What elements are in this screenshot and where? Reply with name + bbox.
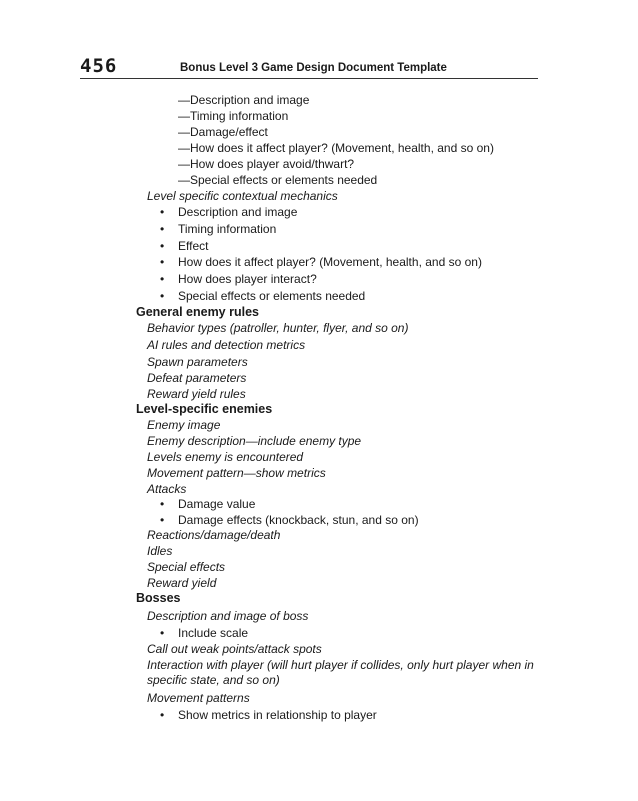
bullet-item: • How does player interact? — [178, 272, 317, 287]
outline-item: Behavior types (patroller, hunter, flyer, and so on) — [147, 321, 409, 335]
running-head: Bonus Level 3 Game Design Document Template — [180, 62, 447, 74]
bullet-item: • Damage value — [178, 497, 255, 512]
bullet-item: • Description and image — [178, 205, 297, 220]
outline-item: Reward yield rules — [147, 387, 246, 401]
outline-item: Defeat parameters — [147, 371, 247, 385]
outline-item: Movement patterns — [147, 691, 250, 705]
outline-item: AI rules and detection metrics — [147, 338, 306, 352]
outline-item: Level specific contextual mechanics — [147, 189, 338, 203]
dash-item: —How does player avoid/thwart? — [178, 157, 355, 171]
outline-item: Call out weak points/attack spots — [147, 642, 322, 656]
outline-item: Enemy image — [147, 418, 221, 432]
dash-item: —Timing information — [178, 109, 289, 123]
outline-item: Reward yield — [147, 576, 217, 590]
bullet-item: • Timing information — [178, 222, 276, 237]
dash-item: —Damage/effect — [178, 125, 268, 139]
outline-item: Idles — [147, 544, 173, 558]
page-number: 456 — [80, 55, 118, 77]
outline-item: Special effects — [147, 560, 226, 574]
outline-item: Enemy description—include enemy type — [147, 434, 362, 448]
outline-item: Reactions/damage/death — [147, 528, 281, 542]
dash-item: —How does it affect player? (Movement, health, and so on) — [178, 141, 494, 155]
outline-item: Spawn parameters — [147, 355, 248, 369]
section-heading: Level-specific enemies — [136, 402, 273, 416]
outline-item: Description and image of boss — [147, 609, 309, 623]
outline-item: Movement pattern—show metrics — [147, 466, 326, 480]
section-heading: Bosses — [136, 591, 181, 605]
bullet-item: • Damage effects (knockback, stun, and so on) — [178, 513, 419, 528]
bullet-item: • Show metrics in relationship to player — [178, 708, 377, 723]
bullet-item: • How does it affect player? (Movement, health, and so on) — [178, 255, 482, 270]
dash-item: —Description and image — [178, 93, 310, 107]
bullet-item: • Special effects or elements needed — [178, 289, 365, 304]
outline-item: Levels enemy is encountered — [147, 450, 304, 464]
page-header — [80, 56, 538, 79]
outline-item: Interaction with player (will hurt player if collides, only hurt player when in specific state, and so on) — [147, 658, 534, 687]
outline-item: Attacks — [147, 482, 187, 496]
bullet-item: • Effect — [178, 239, 208, 254]
bullet-item: • Include scale — [178, 626, 248, 641]
dash-item: —Special effects or elements needed — [178, 173, 378, 187]
section-heading: General enemy rules — [136, 305, 259, 319]
